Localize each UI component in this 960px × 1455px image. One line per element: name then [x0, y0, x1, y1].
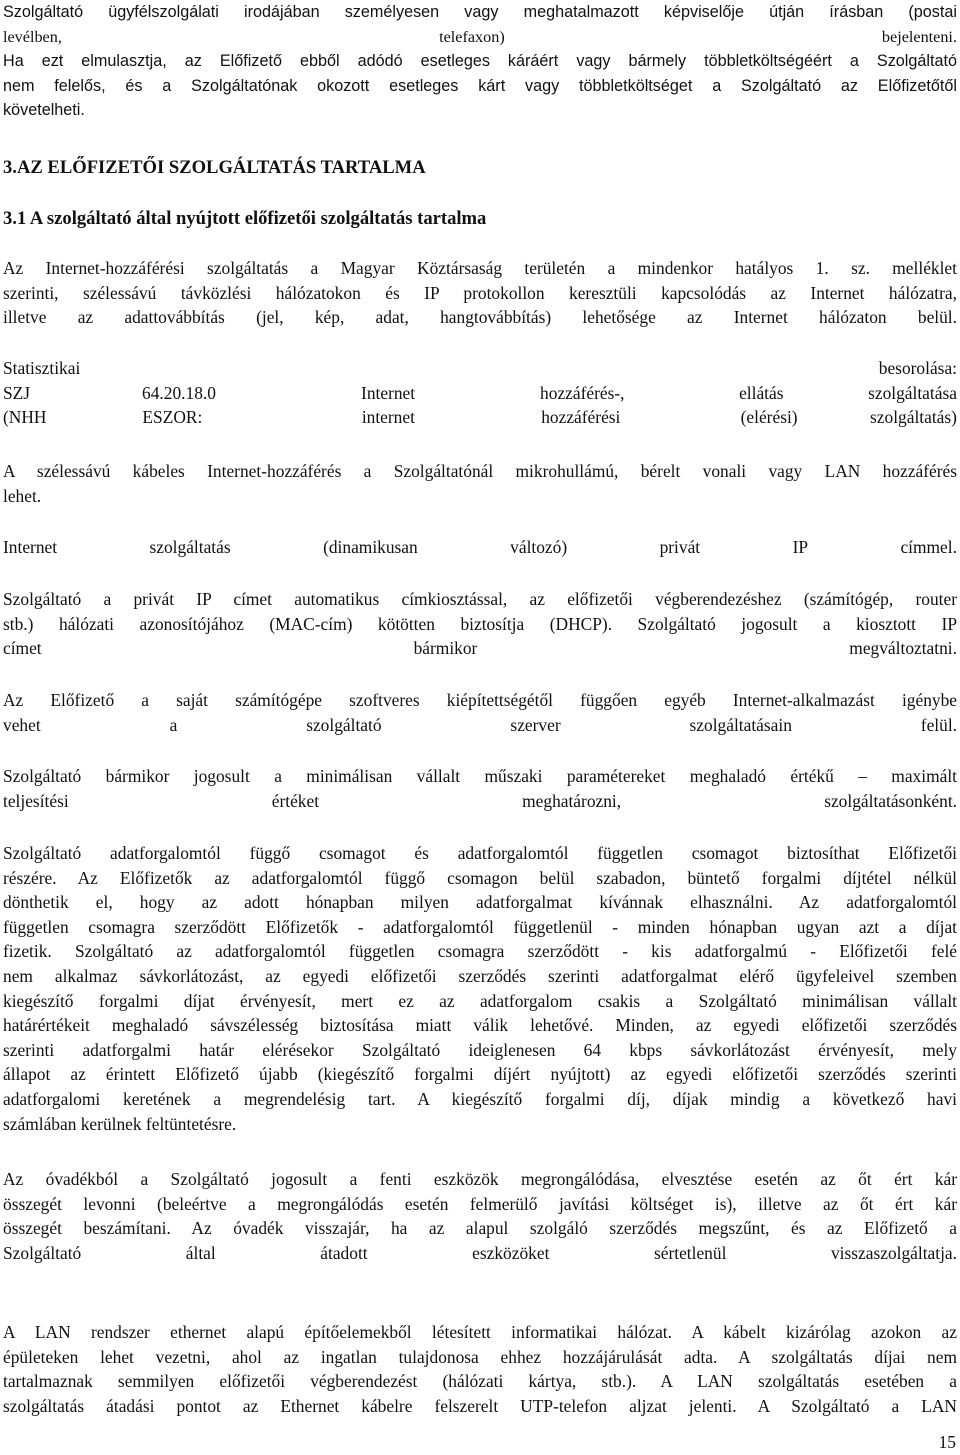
word: ellátás [739, 382, 784, 403]
text-line: fizetik. Szolgáltató az adatforgalomtól független csomagra szerződött - kis adatforgalmú - Előfizetői felé [3, 941, 957, 962]
text-line: adatforgalomi keretének a megrendelésig tart. A kiegészítő forgalmi díj, díjak mindig a következő havi [3, 1088, 957, 1109]
paragraph-broadband-access [3, 459, 957, 508]
word: Szolgáltató [3, 1242, 82, 1263]
text-line: lehet. [3, 485, 42, 506]
text-line: összegét beszámítani. Az óvadék visszajár, ha az alapul szolgáló szerződés megszűnt, és az Előfizető a [3, 1218, 957, 1239]
word: SZJ [3, 382, 31, 403]
word: változó) [510, 537, 568, 557]
stat-row [3, 405, 957, 430]
word: szolgáltatás [149, 537, 231, 557]
word: átadott [320, 1242, 368, 1263]
word: 64.20.18.0 [142, 382, 216, 403]
text-line: Szolgáltató a privát IP címet automatikus címkiosztással, az előfizetői végberendezéshez (számítógép, router [3, 589, 957, 609]
word: értéket [271, 790, 320, 811]
text-line: kiegészítő forgalmi díjat érvényesít, mert ez az adatforgalom csakis a Szolgáltató minimálisan vállalt [3, 990, 957, 1011]
word: Internet [361, 382, 416, 403]
text-line: épületeken lehet vezetni, ahol az ingatlan tulajdonosa ehhez hozzájárulását adta. A szolgáltatás díjai nem [3, 1346, 957, 1367]
word: szolgáltatásain [689, 714, 792, 735]
text-line: független csomagra szerződött Előfizetők - adatforgalomtól függetlenül - minden hónapban ugyan azt a díjat [3, 916, 957, 937]
text-line: részére. Az Előfizetők az adatforgalomtól függő csomagon belül szabadon, büntető forgalmi díjtétel nélkül [3, 867, 957, 888]
word: szolgáltatása [868, 382, 957, 403]
word: (dinamikusan [323, 537, 418, 557]
word: eszközöket [472, 1242, 550, 1263]
word: Statisztikai [3, 358, 81, 378]
stat-row [3, 356, 957, 381]
text-line: számlában kerülnek feltüntetésre. [3, 1113, 237, 1134]
document-page [3, 0, 957, 1455]
text-line: A szélessávú kábeles Internet-hozzáférés a Szolgáltatónál mikrohullámú, bérelt vonali vagy LAN hozzáférés [3, 461, 957, 481]
word: felül. [920, 714, 957, 735]
text-line [3, 789, 957, 814]
word: ESZOR: [142, 407, 203, 428]
word: szolgáltató [306, 714, 382, 735]
paragraph-dhcp [3, 587, 957, 661]
word: címmel. [900, 537, 957, 557]
word: IP [792, 537, 809, 557]
word: Internet [3, 537, 58, 557]
text-line: illetve az adattovábbítás (jel, kép, adat, hangtovábbítás) lehetősége az Internet hálózaton belül. [3, 307, 957, 328]
text-line: nem felelős, és a Szolgáltatónak okozott esetleges kárt vagy többletköltséget a Szolgáltató az Előfizetőtől [3, 76, 957, 95]
text-line: Szolgáltató bármikor jogosult a minimálisan vállalt műszaki paramétereket meghaladó értékű – maximált [3, 766, 957, 786]
word: vehet [3, 714, 41, 735]
text-line [3, 636, 957, 661]
text-line: Szolgáltató ügyfélszolgálati irodájában személyesen vagy meghatalmazott képviselője útján írásban (postai [3, 3, 957, 21]
word: internet [361, 407, 415, 428]
paragraph-deposit [3, 1167, 957, 1265]
paragraph-private-ip [3, 535, 957, 560]
subsection-heading: 3.1 A szolgáltató által nyújtott előfizetői szolgáltatás tartalma [3, 208, 487, 229]
text-line: Az óvadékból a Szolgáltató jogosult a fenti eszközök megrongálódása, elvesztése esetén az őt ért kár [3, 1169, 957, 1189]
text-line: szolgáltatás átadási pontot az Ethernet kábelre felszerelt UTP-telefon aljzat jelenti. A Szolgáltató a LAN [3, 1395, 957, 1416]
text-line: összegét levonni (beleértve a megrongálódás esetén felmerülő javítási költséget is), illetve az őt ért kár [3, 1193, 957, 1214]
text-line: Ha ezt elmulasztja, az Előfizető ebből adódó esetleges káráért vagy bármely többletköltségéért a Szolgáltató [3, 52, 957, 71]
word: (elérési) [740, 407, 798, 428]
word: bejelenteni. [881, 27, 957, 46]
word: hozzáférési [541, 407, 621, 428]
text-line: szerinti, szélessávú távközlési hálózatokon és IP protokollon keresztüli kapcsolódás az Internet hálózatra, [3, 282, 957, 303]
stat-row [3, 381, 957, 406]
text-line [3, 713, 957, 738]
word: a [169, 714, 178, 735]
text-line: tartalmaznak semmilyen előfizetői végberendezést (hálózati kártya, stb.). A LAN szolgáltatás esetében a [3, 1371, 957, 1392]
text-line: Az Előfizető a saját számítógépe szoftveres kiépítettségétől függően egyéb Internet-alkalmazást igénybe [3, 690, 957, 710]
paragraph-traffic-packages [3, 841, 957, 1136]
word: meghatározni, [522, 790, 622, 811]
text-line [3, 535, 957, 560]
word: teljesítési [3, 790, 69, 811]
text-line [3, 1241, 957, 1266]
text-line [3, 25, 957, 50]
text-line: dönthetik el, hogy az adott hónapban milyen adatforgalmat kívánnak elhasználni. Az adatforgalomtól [3, 892, 957, 913]
word: címet [3, 638, 42, 659]
word: levélben, [3, 27, 62, 46]
text-line: követelheti. [3, 101, 85, 120]
text-line: szerinti adatforgalmi határ elérésekor Szolgáltató ideiglenesen 64 kbps sávkorlátozást érvényesít, mely [3, 1039, 957, 1060]
word: megváltoztatni. [849, 638, 957, 659]
word: bármikor [413, 638, 478, 659]
paragraph-service-description [3, 256, 957, 330]
word: (NHH [3, 407, 47, 428]
text-line: stb.) hálózati azonosítójához (MAC-cím) kötötten biztosítja (DHCP). Szolgáltató jogosult a kiosztott IP [3, 613, 957, 634]
text-line: állapot az érintett Előfizető újabb (kiegészítő forgalmi díjért nyújtott) az egyedi előfizetői szerződés szerinti [3, 1064, 957, 1085]
word: szerver [510, 714, 561, 735]
word: szolgáltatás) [870, 407, 957, 428]
text-line: Szolgáltató adatforgalomtól függő csomagot és adatforgalomtól független csomagot biztosíthat Előfizetői [3, 843, 957, 863]
paragraph-applications [3, 688, 957, 737]
paragraph-reporting [3, 0, 957, 123]
word: szolgáltatásonként. [824, 790, 957, 811]
section-heading: 3.AZ ELŐFIZETŐI SZOLGÁLTATÁS TARTALMA [3, 157, 426, 178]
word: sértetlenül [653, 1242, 727, 1263]
text-line: Az Internet-hozzáférési szolgáltatás a Magyar Köztársaság területén a mindenkor hatályos 1. sz. melléklet [3, 258, 957, 278]
statistical-classification [3, 356, 957, 430]
word: besorolása: [878, 358, 957, 378]
word: telefaxon) [439, 27, 505, 46]
page-number: 15 [938, 1432, 956, 1452]
word: által [185, 1242, 216, 1263]
word: privát [659, 537, 701, 557]
word: hozzáférés-, [540, 382, 625, 403]
word: visszaszolgáltatja. [830, 1242, 957, 1263]
text-line: határértékeit meghaladó sávszélesség biztosítása miatt válik lehetővé. Minden, az egyedi előfizetői szerződés [3, 1015, 957, 1036]
paragraph-lan-system [3, 1320, 957, 1418]
text-line: A LAN rendszer ethernet alapú építőelemekből létesített informatikai hálózat. A kábelt kizárólag azokon az [3, 1322, 957, 1342]
paragraph-max-performance [3, 764, 957, 813]
text-line: nem alkalmaz sávkorlátozást, az egyedi előfizetői szerződés szerinti adatforgalmat elérő ügyfeleivel szemben [3, 965, 957, 986]
